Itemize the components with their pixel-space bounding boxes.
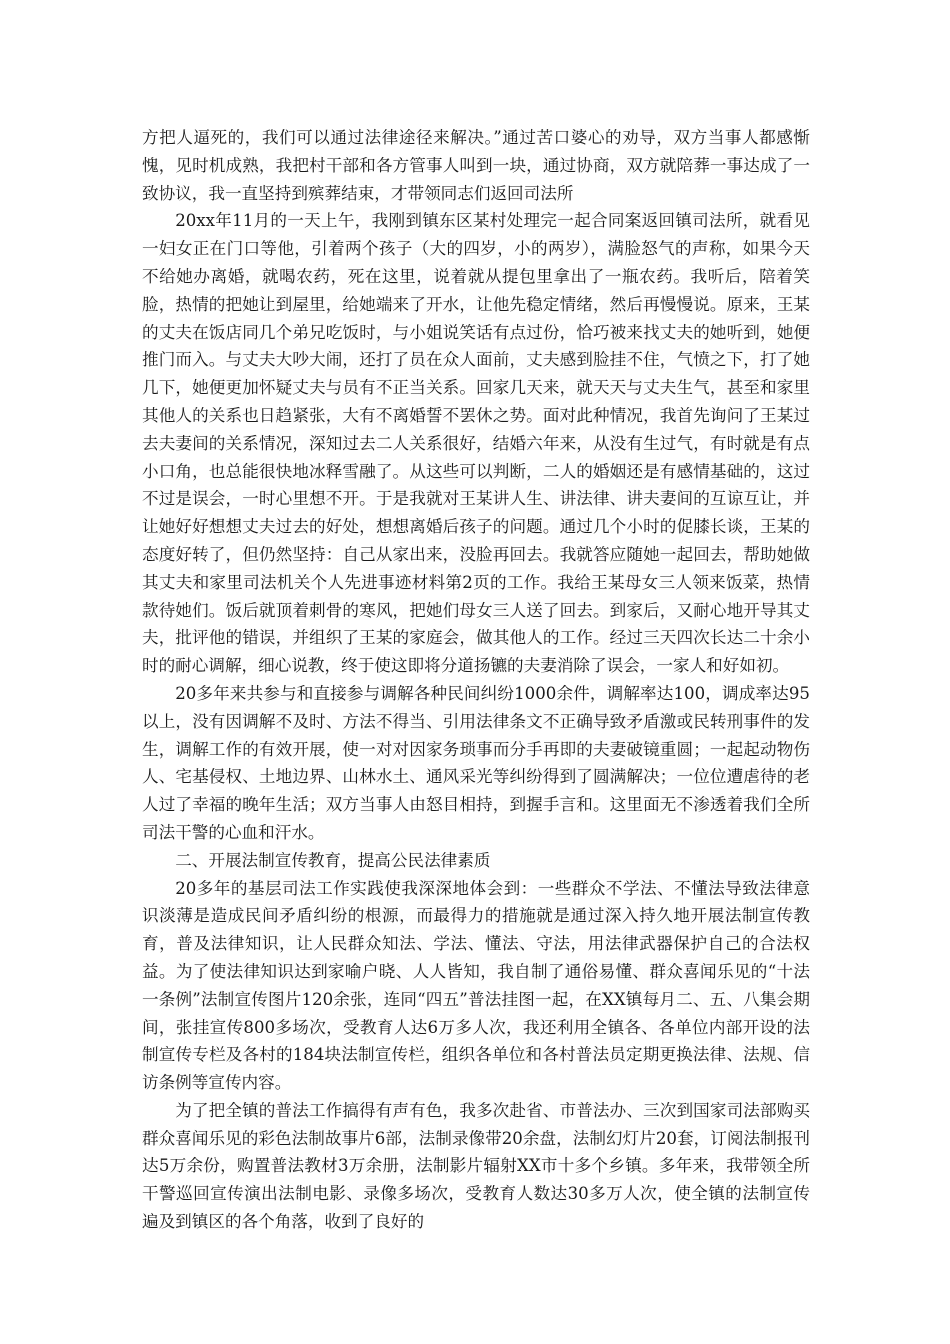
paragraph-divorce-case: 20xx年11月的一天上午，我刚到镇东区某村处理完一起合同案返回镇司法所，就看见一妇女正在门口等他，引着两个孩子（大的四岁，小的两岁），满脸怒气的声称，如果今天不给她办离婚，就喝农药，死在这里，说着就从提包里拿出了一瓶农药。我听后，陪着笑脸，热情的把她让到屋里，给她端来了开水，让他先稳定情绪，然后再慢慢说。原来，王某的丈夫在饭店同几个弟兄吃饭时，与小姐说笑话有点过份，恰巧被来找丈夫的她听到，她便推门而入。与丈夫大吵大闹，还打了员在众人面前，丈夫感到脸挂不住，气愤之下，打了她几下，她便更加怀疑丈夫与员有不正当关系。回家几天来，就天天与丈夫生气，甚至和家里其他人的关系也日趋紧张，大有不离婚誓不罢休之势。面对此种情况，我首先询问了王某过去夫妻间的关系情况，深知过去二人关系很好，结婚六年来，从没有生过气，有时就是有点小口角，也总能很快地冰释雪融了。从这些可以判断，二人的婚姻还是有感情基础的，这过不过是误会，一时心里想不开。于是我就对王某讲人生、讲法律、讲夫妻间的互谅互让，并让她好好想想丈夫过去的好处，想想离婚后孩子的问题。通过几个小时的促膝长谈，王某的态度好转了，但仍然坚持：自己从家出来，没脸再回去。我就答应随她一起回去，帮助她做其丈夫和家里司法机关个人先进事迹材料第2页的工作。我给王某母女三人领来饭菜，热情款待她们。饭后就顶着刺骨的寒风，把她们母女三人送了回去。到家后，又耐心地开导其丈夫，批评他的错误，并组织了王某的家庭会，做其他人的工作。经过三天四次长达二十余小时的耐心调解，细心说教，终于使这即将分道扬镳的夫妻消除了误会，一家人和好如初。 [142,211,810,676]
section-heading-legal-education: 二、开展法制宣传教育，提高公民法律素质 [175,850,491,870]
paragraph-legal-publicity: 20多年的基层司法工作实践使我深深地体会到：一些群众不学法、不懂法导致法律意识淡薄是造成民间矛盾纠纷的根源，而最得力的措施就是通过深入持久地开展法制宣传教育，普及法律知识，让人民群众知法、学法、懂法、守法，用法律武器保护自己的合法权益。为了使法律知识达到家喻户晓、人人皆知，我自制了通俗易懂、群众喜闻乐见的“十法一条例”法制宣传图片120余张，连同“四五”普法挂图一起，在XX镇每月二、五、八集会期间，张挂宣传800多场次，受教育人达6万多人次，我还利用全镇各、各单位内部开设的法制宣传专栏及各村的184块法制宣传栏，组织各单位和各村普法员定期更换法律、法规、信访条例等宣传内容。 [142,878,810,1093]
document-page [142,124,810,1236]
paragraph-mediation-statistics: 20多年来共参与和直接参与调解各种民间纠纷1000余件，调解率达100，调成率达95以上，没有因调解不及时、方法不得当、引用法律条文不正确导致矛盾激或民转刑事件的发生，调解工作的有效开展，使一对对因家务琐事而分手再即的夫妻破镜重圆；一起起动物伤人、宅基侵权、土地边界、山林水土、通风采光等纠纷得到了圆满解决；一位位遭虐待的老人过了幸福的晚年生活；双方当事人由怒目相持，到握手言和。这里面无不渗透着我们全所司法干警的心血和汗水。 [142,683,810,842]
paragraph-legal-materials: 为了把全镇的普法工作搞得有声有色，我多次赴省、市普法办、三次到国家司法部购买群众喜闻乐见的彩色法制故事片6部，法制录像带20余盘，法制幻灯片20套，订阅法制报刊达5万余份，购置普法教材3万余册，法制影片辐射XX市十多个乡镇。多年来，我带领全所干警巡回宣传演出法制电影、录像多场次，受教育人数达30多万人次，使全镇的法制宣传遍及到镇区的各个角落，收到了良好的 [142,1100,810,1232]
paragraph-mediation-funeral: 方把人逼死的，我们可以通过法律途径来解决。”通过苦口婆心的劝导，双方当事人都感惭愧，见时机成熟，我把村干部和各方管事人叫到一块，通过协商，双方就陪葬一事达成了一致协议，我一直坚持到殡葬结束，才带领同志们返回司法所 [142,128,810,203]
